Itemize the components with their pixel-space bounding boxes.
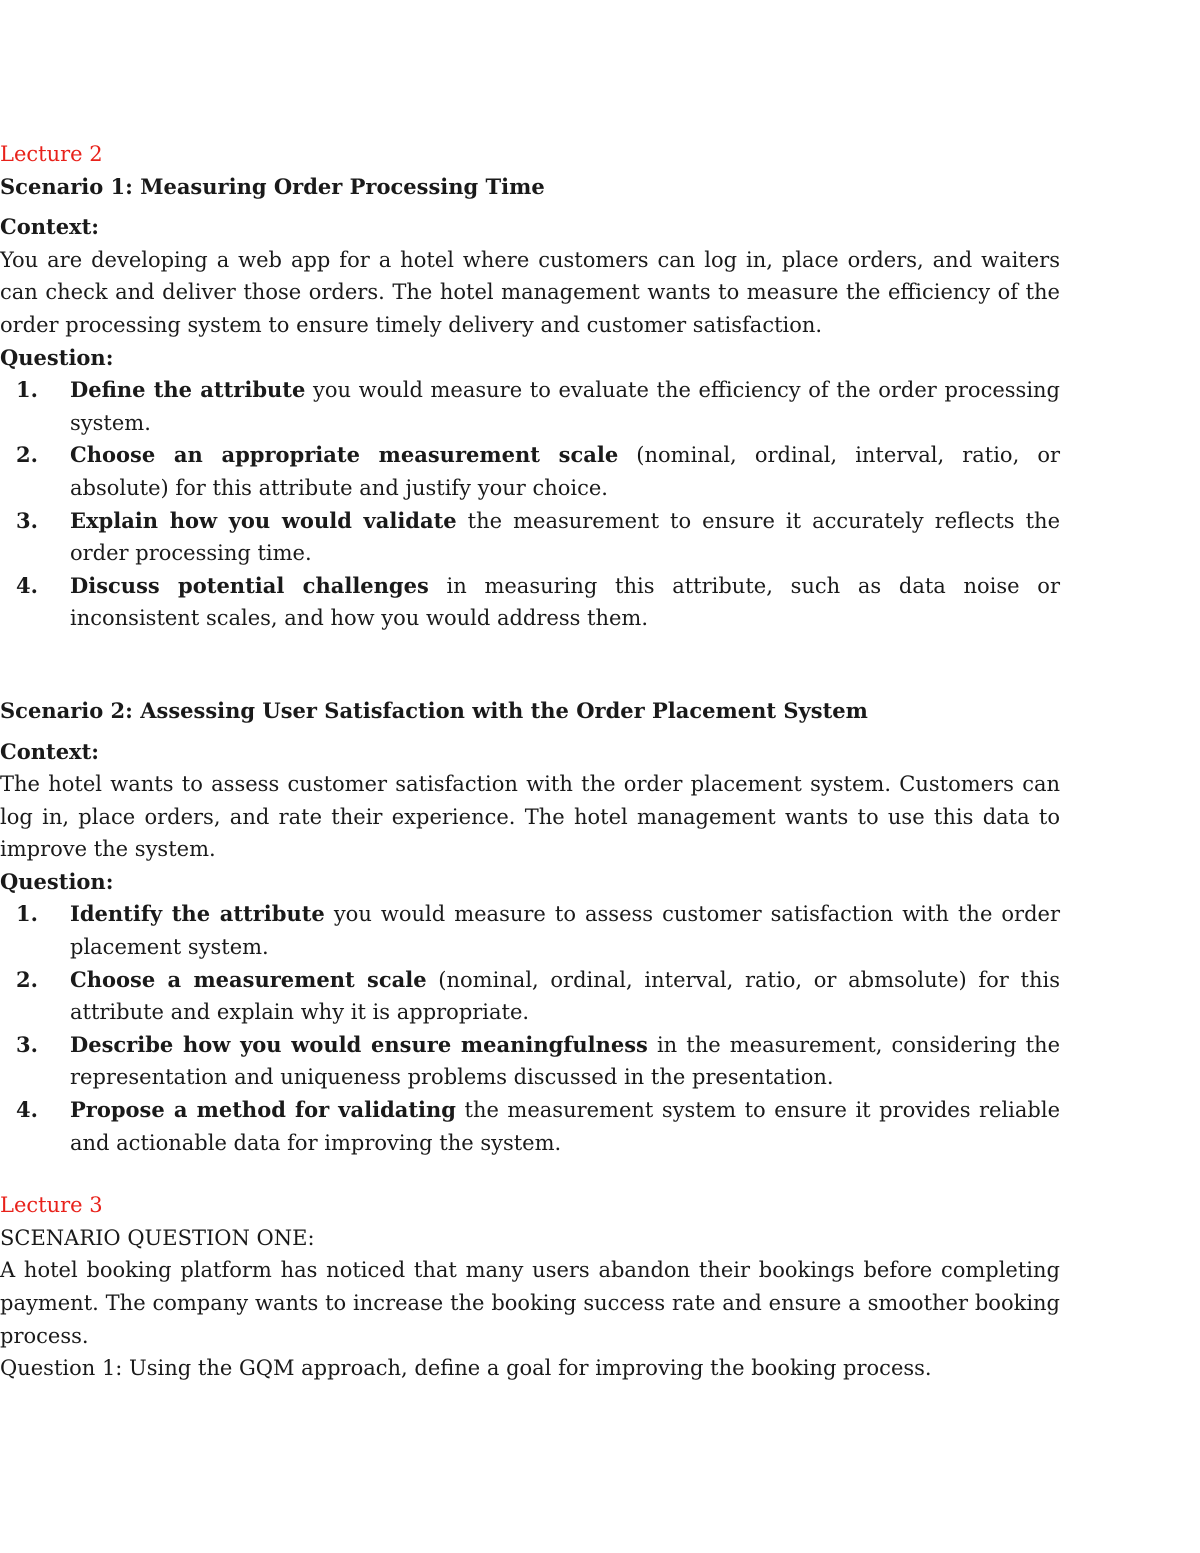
item-bold-text: Discuss potential challenges xyxy=(70,572,429,598)
section-spacer xyxy=(0,635,1060,695)
item-text: the measurement to ensure it accurately reflects the order processing time. xyxy=(70,508,1060,566)
item-text: the measurement system to ensure it provides reliable and actionable data for improving the system. xyxy=(70,1098,1060,1155)
section-spacer xyxy=(0,1159,1060,1189)
list-item xyxy=(0,374,1060,439)
lecture-3-label: Lecture 3 xyxy=(0,1193,103,1218)
list-item xyxy=(0,505,1060,570)
list-item xyxy=(0,898,1060,963)
scenario-2-context-text: The hotel wants to assess customer satisfaction with the order placement system. Customers can log in, place orders, and rate their experience. The hotel management wants to use this data to improve the system. xyxy=(0,772,1060,862)
item-text: (nominal, ordinal, interval, ratio, or abmsolute) for this attribute and explain why it is appropriate. xyxy=(70,967,1061,1025)
item-text: you would measure to evaluate the efficiency of the order processing system. xyxy=(70,378,1061,435)
item-number: 3. xyxy=(16,1031,38,1057)
list-item xyxy=(0,964,1060,1029)
scenario-1-context-text: You are developing a web app for a hotel where customers can log in, place orders, and waiters can check and deliver those orders. The hotel management wants to measure the efficiency of the order processing system to ensure timely delivery and customer satisfaction. xyxy=(0,247,1060,337)
scenario-question-one-heading: SCENARIO QUESTION ONE: xyxy=(0,1225,315,1250)
list-item xyxy=(0,439,1060,504)
item-text: in the measurement, considering the representation and uniqueness problems discussed in the presentation. xyxy=(70,1032,1060,1090)
scenario-2-context-label: Context: xyxy=(0,738,100,764)
item-bold-text: Explain how you would validate xyxy=(70,507,457,533)
scenario-2-question-label: Question: xyxy=(0,868,114,894)
scenario-1-question-list xyxy=(0,374,1060,635)
lecture-2-label: Lecture 2 xyxy=(0,142,103,166)
item-number: 2. xyxy=(16,966,38,992)
item-number: 1. xyxy=(16,377,38,403)
item-text: you would measure to assess customer satisfaction with the order placement system. xyxy=(70,902,1060,960)
scenario-1-title: Scenario 1: Measuring Order Processing Time xyxy=(0,173,545,199)
lecture-3-scenario-text: A hotel booking platform has noticed that many users abandon their bookings before completing payment. The company wants to increase the booking success rate and ensure a smoother booking process. xyxy=(0,1258,1060,1348)
item-text: (nominal, ordinal, interval, ratio, or absolute) for this attribute and justify your choice. xyxy=(70,443,1061,500)
item-text: in measuring this attribute, such as data noise or inconsistent scales, and how you would address them. xyxy=(70,573,1060,631)
scenario-1-question-label: Question: xyxy=(0,344,114,370)
item-bold-text: Propose a method for validating xyxy=(70,1097,456,1123)
item-bold-text: Choose a measurement scale xyxy=(70,966,427,992)
list-item xyxy=(0,1029,1060,1094)
list-item xyxy=(0,570,1060,635)
item-number: 4. xyxy=(16,1097,38,1123)
item-number: 2. xyxy=(16,442,38,468)
item-bold-text: Identify the attribute xyxy=(70,901,325,927)
item-bold-text: Describe how you would ensure meaningfulness xyxy=(70,1031,648,1057)
scenario-2-title: Scenario 2: Assessing User Satisfaction with the Order Placement System xyxy=(0,697,868,723)
scenario-1-context-label: Context: xyxy=(0,214,100,240)
item-number: 1. xyxy=(16,901,38,927)
list-item xyxy=(0,1094,1060,1159)
scenario-2-question-list xyxy=(0,898,1060,1159)
document-page xyxy=(0,138,1060,1385)
item-number: 3. xyxy=(16,507,38,533)
item-number: 4. xyxy=(16,572,38,598)
item-bold-text: Define the attribute xyxy=(70,377,306,403)
lecture-3-question-1: Question 1: Using the GQM approach, define a goal for improving the booking process. xyxy=(0,1356,932,1381)
item-bold-text: Choose an appropriate measurement scale xyxy=(70,442,619,468)
